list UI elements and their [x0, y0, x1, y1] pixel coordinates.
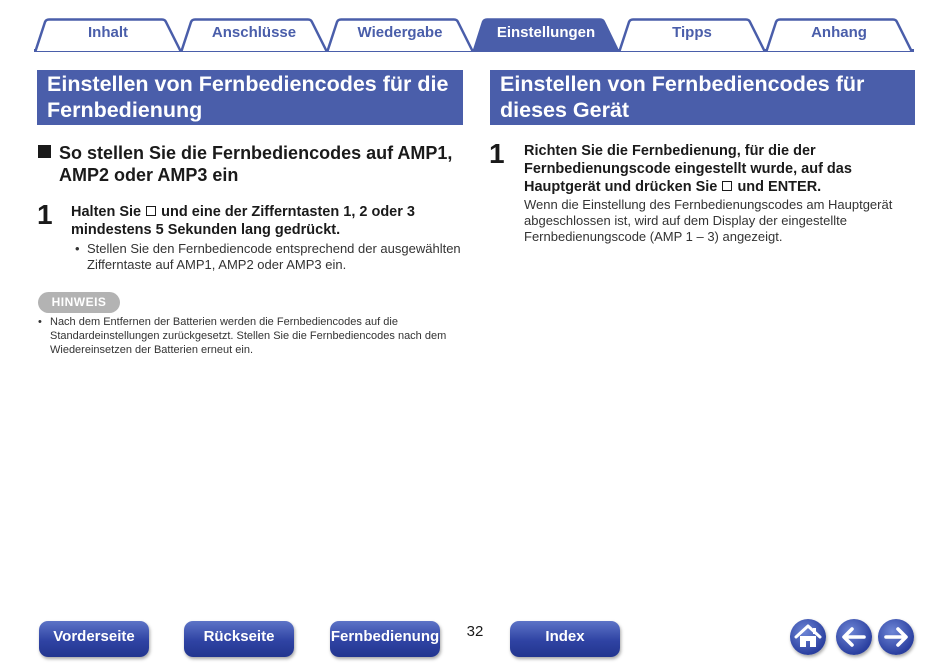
square-bullet-icon	[38, 145, 51, 158]
step-title-right-line3b: und ENTER.	[737, 179, 822, 195]
page-number: 32	[466, 623, 484, 640]
section-header-left-text: Einstellen von Fernbediencodes für die Fernbedienung	[47, 72, 449, 122]
home-icon	[790, 619, 826, 655]
tab-wiedergabe[interactable]	[326, 18, 474, 52]
section-header-right	[490, 70, 915, 125]
tab-inhalt[interactable]	[34, 18, 182, 52]
home-button[interactable]	[790, 619, 826, 655]
step-title-right	[524, 142, 916, 196]
step-bullet-text: Stellen Sie den Fernbediencode entsprechend der ausgewählten Zifferntaste auf AMP1, AMP2 oder AMP3 ein.	[87, 241, 461, 272]
hint-note	[38, 315, 468, 357]
bullet-dot-icon: •	[38, 316, 42, 328]
remote-control-button[interactable]: Fernbedienung	[330, 621, 440, 657]
rear-panel-button[interactable]: Rückseite	[184, 621, 294, 657]
tab-einstellungen-active[interactable]	[472, 18, 620, 52]
section-header-right-text: Einstellen von Fernbediencodes für dieses Gerät	[500, 72, 865, 122]
section-header-left	[37, 70, 463, 125]
index-button[interactable]: Index	[510, 621, 620, 657]
tab-label: Tipps	[672, 24, 712, 41]
step-title-right-line3a: Hauptgerät und drücken Sie	[524, 179, 718, 195]
tab-label-active: Einstellungen	[496, 24, 596, 41]
hint-badge: HINWEIS	[38, 292, 120, 313]
tab-label: Anschlüsse	[211, 24, 297, 41]
tab-label: Inhalt	[88, 24, 128, 41]
step-title-part1: Halten Sie	[71, 204, 142, 220]
forward-button[interactable]	[878, 619, 914, 655]
stop-button-symbol-icon	[722, 181, 732, 191]
step-title-right-line2: Fernbedienungscode eingestellt wurde, auf das	[524, 161, 852, 177]
stop-button-symbol-icon	[146, 206, 156, 216]
step-title-part2: und eine der Zifferntasten 1, 2 oder 3	[161, 204, 415, 220]
step-title-left	[71, 203, 466, 239]
tab-anhang[interactable]	[765, 18, 913, 52]
step-bullet-left	[75, 241, 467, 273]
step-number-left: 1	[37, 199, 53, 230]
subheading-text: So stellen Sie die Fernbediencodes auf AMP1, AMP2 oder AMP3 ein	[59, 143, 453, 185]
step-title-right-line1: Richten Sie die Fernbedienung, für die der	[524, 143, 816, 159]
tab-label: Anhang	[811, 24, 867, 41]
hint-note-text: Nach dem Entfernen der Batterien werden die Fernbediencodes auf die Standardeinstellungen zurückgesetzt. Stellen Sie die Fernbediencodes nach dem Wiedereinsetzen der Batterien erneut ein.	[50, 316, 447, 356]
bullet-dot-icon: •	[75, 241, 80, 256]
step-title-line2: mindestens 5 Sekunden lang gedrückt.	[71, 222, 341, 238]
back-button[interactable]	[836, 619, 872, 655]
tab-label: Wiedergabe	[357, 24, 443, 41]
tab-bar	[34, 18, 914, 52]
front-panel-button[interactable]: Vorderseite	[39, 621, 149, 657]
step-number-right: 1	[489, 138, 505, 169]
subheading	[38, 142, 468, 186]
tab-anschluesse[interactable]	[180, 18, 328, 52]
tab-einstellungen[interactable]	[618, 18, 766, 52]
arrow-right-icon	[878, 619, 914, 655]
step-text-right: Wenn die Einstellung des Fernbedienungscodes am Hauptgerät abgeschlossen ist, wird auf dem Display der eingestellte Fernbedienungscode (AMP 1 – 3) angezeigt.	[524, 197, 893, 244]
arrow-left-icon	[836, 619, 872, 655]
